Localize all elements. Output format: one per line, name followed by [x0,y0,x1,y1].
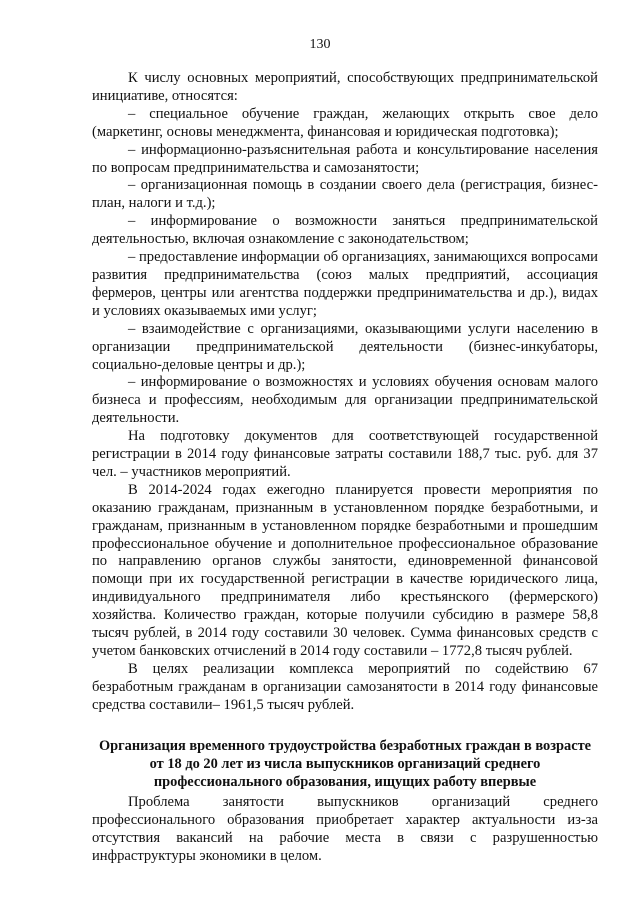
list-item: – предоставление информации об организациях, занимающихся вопросами развития предпринимательства (союз малых предприятий, ассоциация фермеров, центры или агентства поддержки предпринимательства и др.), видах и условиях оказываемых ими услуг; [92,249,598,319]
section-heading: Организация временного трудоустройства безработных граждан в возрасте от 18 до 20 лет из числа выпускников организаций среднего профессионального образования, ищущих работу впервые [98,738,592,790]
paragraph: На подготовку документов для соответствующей государственной регистрации в 2014 году финансовые затраты составили 188,7 тыс. руб. для 37 чел. – участников мероприятий. [92,428,598,480]
paragraph: К числу основных мероприятий, способствующих предпринимательской инициативе, относятся: [92,70,598,104]
list-item: – информационно-разъяснительная работа и консультирование населения по вопросам предпринимательства и самозанятости; [92,141,598,176]
body-text [92,70,598,715]
list-item: – специальное обучение граждан, желающих открыть свое дело (маркетинг, основы менеджмента, финансовая и юридическая подготовка); [92,105,598,140]
section-body-text [92,794,598,866]
paragraph: Проблема занятости выпускников организаций среднего профессионального образования приобретает характер актуальности из-за отсутствия вакансий на рабочие места в связи с разрушенностью инфраструктуры экономики в целом. [92,794,598,864]
paragraph: В 2014-2024 годах ежегодно планируется провести мероприятия по оказанию гражданам, признанным в установленном порядке безработными, и гражданам, признанным в установленном порядке безработными и прошедшим профессиональное обучение и дополнительное профессиональное образование по направлению органов службы занятости, единовременной финансовой помощи при их государственной регистрации в качестве юридического лица, индивидуального предпринимателя либо крестьянского (фермерского) хозяйства. Количество граждан, которые получили субсидию в размере 58,8 тысяч рублей, в 2014 году составили 30 человек. Сумма финансовых средств с учетом банковских отчислений в 2014 году составили – 1772,8 тысяч рублей. [92,481,598,659]
list-item: – взаимодействие с организациями, оказывающими услуги населению в организации предпринимательской деятельности (бизнес-инкубаторы, социально-деловые центры и др.); [92,320,598,373]
page-number: 130 [309,37,331,52]
list-item: – информирование о возможности заняться предпринимательской деятельностью, включая ознакомление с законодательством; [92,213,598,248]
list-item: – информирование о возможностях и условиях обучения основам малого бизнеса и профессиям, необходимым для организации предпринимательской деятельности. [92,374,598,427]
list-item: – организационная помощь в создании своего дела (регистрация, бизнес-план, налоги и т.д.); [92,177,598,212]
paragraph: В целях реализации комплекса мероприятий по содействию 67 безработным гражданам в организации самозанятости в 2014 году финансовые средства составили– 1961,5 тысяч рублей. [92,660,598,713]
